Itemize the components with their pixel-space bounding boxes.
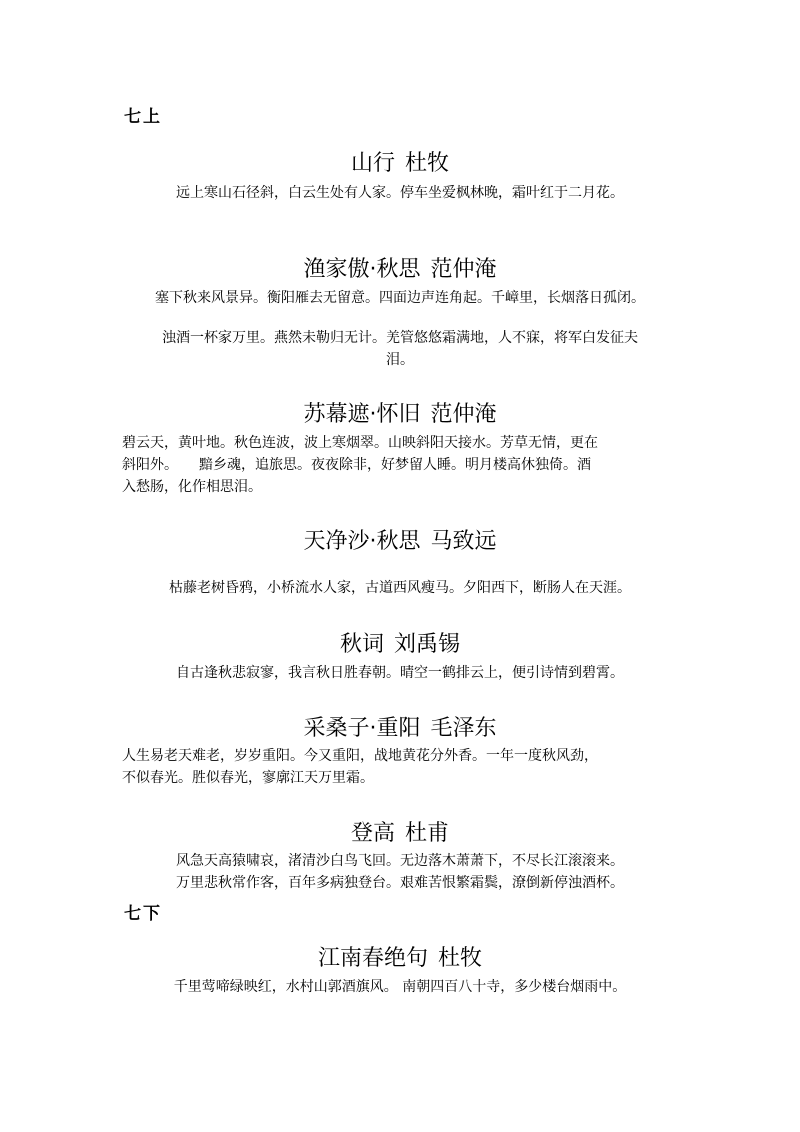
poem-author: 范仲淹 bbox=[430, 402, 497, 427]
poem-title-caisangzi bbox=[0, 711, 800, 742]
poem-line: 远上寒山石径斜，白云生处有人家。停车坐爱枫林晚，霜叶红于二月花。 bbox=[176, 185, 624, 201]
poem-line: 泪。 bbox=[386, 352, 414, 368]
poem-line: 风急天高猿啸哀，渚清沙白鸟飞回。无边落木萧萧下，不尽长江滚滚来。 bbox=[176, 853, 624, 869]
poem-title: 渔家傲·秋思 bbox=[303, 257, 421, 282]
section-label-lower: 七下 bbox=[124, 904, 162, 924]
poem-title: 山行 bbox=[350, 151, 395, 176]
poem-line: 人生易老天难老，岁岁重阳。今又重阳，战地黄花分外香。一年一度秋风劲， bbox=[122, 748, 598, 764]
poem-title-yujiaao bbox=[0, 252, 800, 283]
poem-title: 登高 bbox=[350, 821, 395, 846]
poem-line: 浊酒一杯家万里。燕然未勒归无计。羌管悠悠霜满地，人不寐，将军白发征夫 bbox=[162, 330, 638, 346]
poem-title-sumuzhe bbox=[0, 397, 800, 428]
poem-title: 采桑子·重阳 bbox=[303, 716, 421, 741]
poem-line: 入愁肠，化作相思泪。 bbox=[122, 479, 262, 495]
poem-author: 范仲淹 bbox=[430, 257, 497, 282]
poem-line: 万里悲秋常作客，百年多病独登台。艰难苦恨繁霜鬓，潦倒新停浊酒杯。 bbox=[176, 875, 624, 891]
poem-author: 刘禹锡 bbox=[394, 632, 461, 657]
poem-line: 千里莺啼绿映红，水村山郭酒旗风。 南朝四百八十寺，多少楼台烟雨中。 bbox=[173, 979, 627, 995]
poem-title: 江南春绝句 bbox=[317, 946, 428, 971]
poem-author: 杜甫 bbox=[405, 821, 450, 846]
poem-line: 枯藤老树昏鸦，小桥流水人家，古道西风瘦马。夕阳西下，断肠人在天涯。 bbox=[169, 580, 631, 596]
poem-title: 天净沙·秋思 bbox=[303, 529, 421, 554]
poem-title-shanxing bbox=[0, 146, 800, 177]
poem-line: 碧云天，黄叶地。秋色连波，波上寒烟翠。山映斜阳天接水。芳草无情，更在 bbox=[122, 435, 598, 451]
poem-title: 苏幕遮·怀旧 bbox=[303, 402, 421, 427]
poem-author: 杜牧 bbox=[438, 946, 483, 971]
poem-author: 杜牧 bbox=[405, 151, 450, 176]
poem-line: 不似春光。胜似春光，寥廓江天万里霜。 bbox=[122, 770, 374, 786]
poem-author: 毛泽东 bbox=[430, 716, 497, 741]
poem-line: 斜阳外。 黯乡魂，追旅思。夜夜除非，好梦留人睡。明月楼高休独倚。酒 bbox=[122, 457, 591, 473]
poem-line: 塞下秋来风景异。衡阳雁去无留意。四面边声连角起。千嶂里，长烟落日孤闭。 bbox=[155, 290, 645, 306]
section-label-upper: 七上 bbox=[124, 107, 162, 127]
poem-title: 秋词 bbox=[339, 632, 384, 657]
poem-title-qiuci bbox=[0, 627, 800, 658]
poem-title-tianjingsha bbox=[0, 524, 800, 555]
poem-title-denggao bbox=[0, 816, 800, 847]
poem-title-jiangnanchun bbox=[0, 941, 800, 972]
poem-author: 马致远 bbox=[430, 529, 497, 554]
poem-line: 自古逢秋悲寂寥，我言秋日胜春朝。晴空一鹤排云上，便引诗情到碧霄。 bbox=[176, 665, 624, 681]
